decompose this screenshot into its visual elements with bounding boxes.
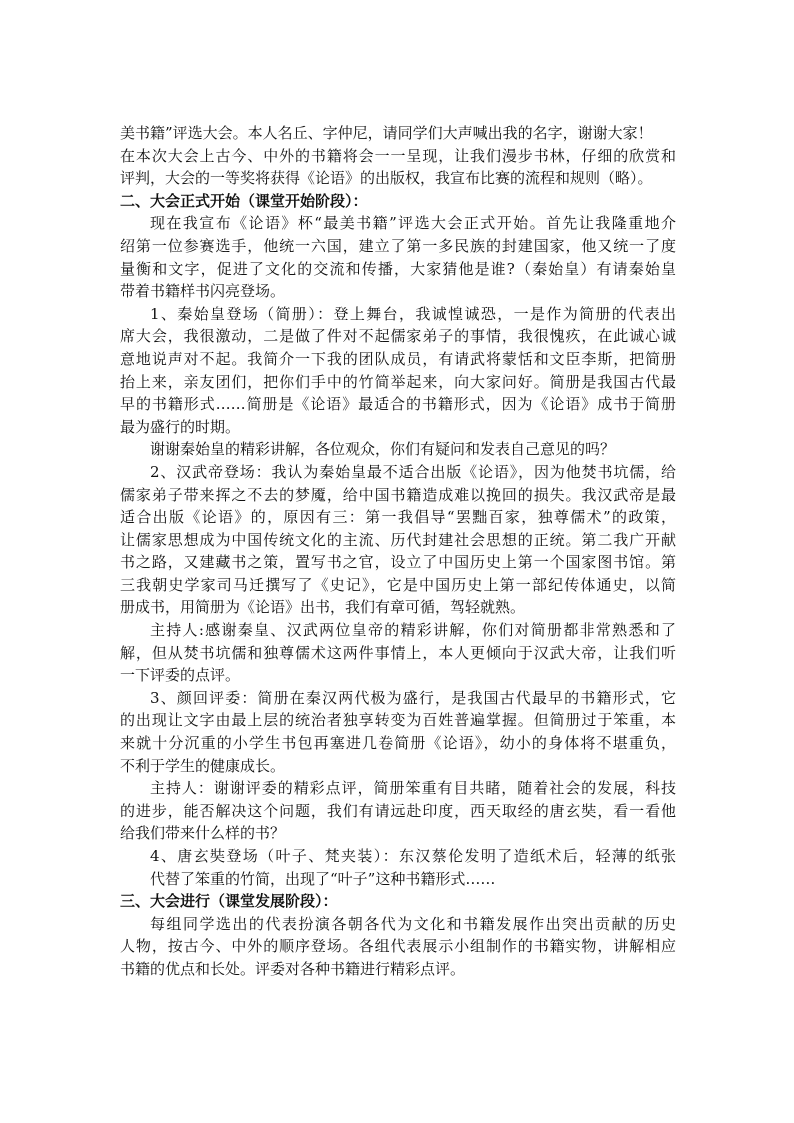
text-line: 册成书，用简册为《论语》出书，我们有章可循，驾轻就熟。 <box>120 598 526 617</box>
text-line: 谢谢秦始皇的精彩讲解，各位观众，你们有疑问和发表自己意见的吗？ <box>150 440 616 459</box>
text-line: 主持人:感谢秦皇、汉武两位皇帝的精彩讲解，你们对简册都非常熟悉和了 <box>150 621 676 640</box>
text-line: 最为盛行的时期。 <box>120 417 241 436</box>
text-line: 来就十分沉重的小学生书包再塞进几卷简册《论语》，幼小的身体将不堪重负， <box>120 734 676 753</box>
text-line: 每组同学选出的代表扮演各朝各代为文化和书籍发展作出突出贡献的历史 <box>150 914 676 933</box>
text-line: 绍第一位参赛选手，他统一六国，建立了第一多民族的封建国家，他又统一了度 <box>120 236 676 255</box>
text-line: 早的书籍形式……简册是《论语》最适合的书籍形式，因为《论语》成书于简册 <box>120 395 676 414</box>
text-line: 评判，大会的一等奖将获得《论语》的出版权，我宣布比赛的流程和规则（略）。 <box>120 169 653 188</box>
text-line: 美书籍”评选大会。本人名丘、字仲尼，请同学们大声喊出我的名字，谢谢大家！ <box>120 124 653 142</box>
text-line: 让儒家思想成为中国传统文化的主流、历代封建社会思想的正统。第二我广开献 <box>120 530 676 549</box>
text-line: 现在我宣布《论语》杯“最美书籍”评选大会正式开始。首先让我隆重地介 <box>150 214 676 233</box>
text-line: 人物，按古今、中外的顺序登场。各组代表展示小组制作的书籍实物，讲解相应 <box>120 937 676 956</box>
text-line: 1、秦始皇登场（简册）：登上舞台，我诚惶诚恐，一是作为简册的代表出 <box>150 304 676 323</box>
text-line: 书之路，又建藏书之策，置写书之官，设立了中国历史上第一个国家图书馆。第 <box>120 553 676 572</box>
text-line: 带着书籍样书闪亮登场。 <box>120 282 286 301</box>
text-line: 抬上来，亲友团们，把你们手中的竹简举起来，向大家问好。简册是我国古代最 <box>120 372 676 391</box>
text-line: 的进步，能否解决这个问题，我们有请远赴印度，西天取经的唐玄奘，看一看他 <box>120 801 676 820</box>
text-line: 在本次大会上古今、中外的书籍将会一一呈现，让我们漫步书林，仔细的欣赏和 <box>120 146 676 165</box>
text-line: 意地说声对不起。我简介一下我的团队成员，有请武将蒙恬和文臣李斯，把简册 <box>120 349 676 368</box>
text-line: 儒家弟子带来挥之不去的梦魇，给中国书籍造成难以挽回的损失。我汉武帝是最 <box>120 485 676 504</box>
section-heading: 三、大会进行（课堂发展阶段）： <box>120 892 338 911</box>
document-page <box>120 122 676 981</box>
text-line: 一下评委的点评。 <box>120 666 241 685</box>
text-line: 不利于学生的健康成长。 <box>120 756 286 775</box>
text-line: 的出现让文字由最上层的统治者独享转变为百姓普遍掌握。但简册过于笨重，本 <box>120 711 676 730</box>
text-line: 3、颜回评委：简册在秦汉两代极为盛行，是我国古代最早的书籍形式，它 <box>150 688 676 707</box>
text-line: 适合出版《论语》的，原因有三：第一我倡导“罢黜百家，独尊儒术”的政策， <box>120 508 676 527</box>
text-line: 量衡和文字，促进了文化的交流和传播，大家猜他是谁?（秦始皇）有请秦始皇 <box>120 259 676 278</box>
text-line: 主持人：谢谢评委的精彩点评，简册笨重有目共睹，随着社会的发展，科技 <box>150 779 676 798</box>
text-line: 代替了笨重的竹简，出现了“叶子”这种书籍形式…… <box>150 869 496 888</box>
text-line: 2、汉武帝登场：我认为秦始皇最不适合出版《论语》，因为他焚书坑儒，给 <box>150 462 676 481</box>
section-heading: 二、大会正式开始（课堂开始阶段）： <box>120 191 368 210</box>
text-line: 三我朝史学家司马迁撰写了《史记》，它是中国历史上第一部纪传体通史，以简 <box>120 575 676 594</box>
text-line: 给我们带来什么样的书？ <box>120 824 286 843</box>
text-line: 席大会，我很激动，二是做了件对不起儒家弟子的事情，我很愧疚，在此诚心诚 <box>120 327 676 346</box>
text-line: 解，但从焚书坑儒和独尊儒术这两件事情上，本人更倾向于汉武大帝，让我们听 <box>120 643 676 662</box>
text-line: 4、唐玄奘登场（叶子、梵夹装）：东汉蔡伦发明了造纸术后，轻薄的纸张 <box>150 847 676 865</box>
text-line: 书籍的优点和长处。评委对各种书籍进行精彩点评。 <box>120 959 466 978</box>
